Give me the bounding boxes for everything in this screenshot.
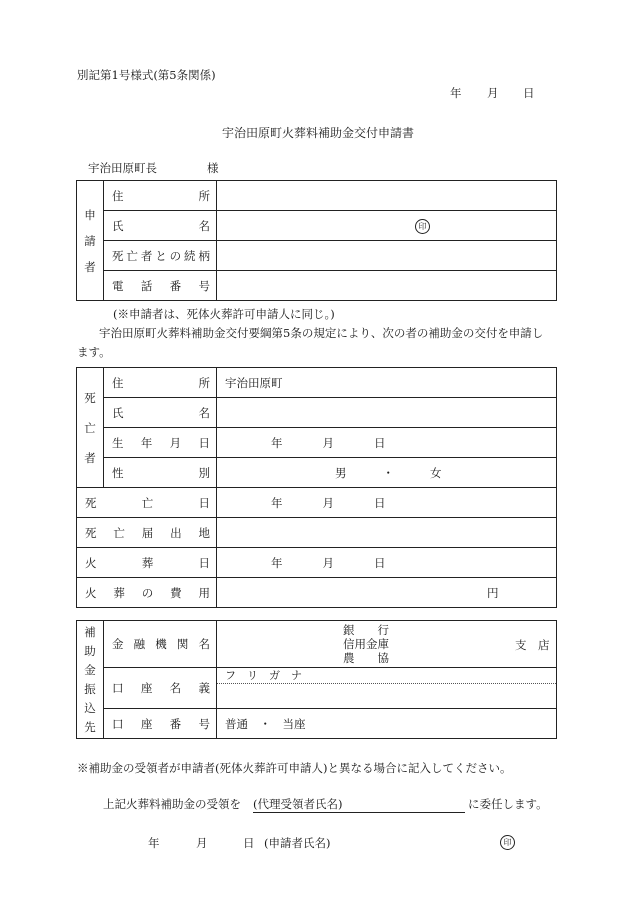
deceased-address-field[interactable]: 宇治田原町 (217, 368, 557, 398)
deceased-birth-field[interactable]: 年 月 日 (217, 428, 557, 458)
addressee-suffix: 様 (207, 161, 219, 175)
deceased-address-label: 住 所 (104, 368, 217, 398)
delegation-field[interactable]: (代理受領者氏名) (253, 796, 465, 813)
account-name-field[interactable] (217, 684, 557, 709)
footer-seal-mark: 印 (500, 834, 515, 850)
header-date-month: 月 (487, 86, 499, 100)
delegation-suffix: に委任します。 (468, 797, 548, 811)
cremation-date-field[interactable]: 年 月 日 (217, 548, 557, 578)
deceased-table (76, 367, 557, 608)
deceased-group-label: 死 亡 者 (77, 368, 104, 488)
footer-date-month: 月 (196, 836, 208, 850)
applicant-note: (※申請者は、死体火葬許可申請人に同じ。) (113, 307, 335, 321)
cremation-cost-field[interactable]: 円 (217, 578, 557, 608)
applicant-table (76, 180, 557, 301)
bank-type-credit-union: 信用金庫 (343, 637, 389, 651)
applicant-name-label: (申請者氏名) (264, 836, 331, 850)
applicant-relationship-label: 死 亡 者 と の 続 柄 (104, 241, 217, 271)
applicant-relationship-field[interactable] (217, 241, 557, 271)
death-date-field[interactable]: 年 月 日 (217, 488, 557, 518)
death-place-label: 死 亡 届 出 地 (77, 518, 217, 548)
deceased-sex-label: 性 別 (104, 458, 217, 488)
statement-line-1: 宇治田原町火葬料補助金交付要綱第5条の規定により、次の者の補助金の交付を申請し (99, 326, 544, 340)
bank-institution-label: 金 融 機 関 名 (104, 621, 217, 668)
death-place-field[interactable] (217, 518, 557, 548)
deceased-name-label: 氏 名 (104, 398, 217, 428)
footer-date-year: 年 (148, 836, 160, 850)
applicant-address-label: 住 所 (104, 181, 217, 211)
seal-mark: 印 (415, 219, 430, 234)
death-date-label: 死 亡 日 (77, 488, 217, 518)
deceased-name-field[interactable] (217, 398, 557, 428)
applicant-address-field[interactable] (217, 181, 557, 211)
delegation-prefix: 上記火葬料補助金の受領を (103, 797, 241, 811)
footer-note: ※補助金の受領者が申請者(死体火葬許可申請人)と異なる場合に記入してください。 (77, 761, 512, 775)
account-number-label: 口 座 番 号 (104, 709, 217, 739)
bank-table (76, 620, 557, 739)
account-number-field[interactable] (217, 709, 557, 739)
applicant-phone-label: 電 話 番 号 (104, 271, 217, 301)
applicant-name-field[interactable] (217, 211, 557, 241)
statement-line-2: ます。 (77, 345, 111, 359)
deceased-birth-label: 生 年 月 日 (104, 428, 217, 458)
applicant-name-label: 氏 名 (104, 211, 217, 241)
applicant-group-label: 申 請 者 (77, 181, 104, 301)
cremation-cost-label: 火 葬 の 費 用 (77, 578, 217, 608)
applicant-phone-field[interactable] (217, 271, 557, 301)
header-date-year: 年 (450, 86, 462, 100)
header-date-day: 日 (523, 86, 535, 100)
bank-group-label: 補 助 金 振 込 先 (77, 621, 104, 739)
addressee: 宇治田原町長 (88, 161, 157, 175)
bank-branch-label: 支 店 (515, 638, 550, 652)
document-title: 宇治田原町火葬料補助金交付申請書 (222, 126, 415, 140)
bank-type-agricultural-coop: 農 協 (343, 651, 389, 665)
account-type: 普通 ・ 当座 (225, 716, 306, 731)
deceased-sex-field[interactable]: 男 ・ 女 (217, 458, 557, 488)
cremation-date-label: 火 葬 日 (77, 548, 217, 578)
furigana-field[interactable]: フ リ ガ ナ (217, 668, 557, 684)
bank-institution-field[interactable] (217, 621, 557, 668)
account-name-label: 口 座 名 義 (104, 668, 217, 709)
bank-type-bank: 銀 行 (343, 623, 389, 637)
form-number: 別記第1号様式(第5条関係) (77, 68, 216, 82)
footer-date-day: 日 (243, 836, 255, 850)
